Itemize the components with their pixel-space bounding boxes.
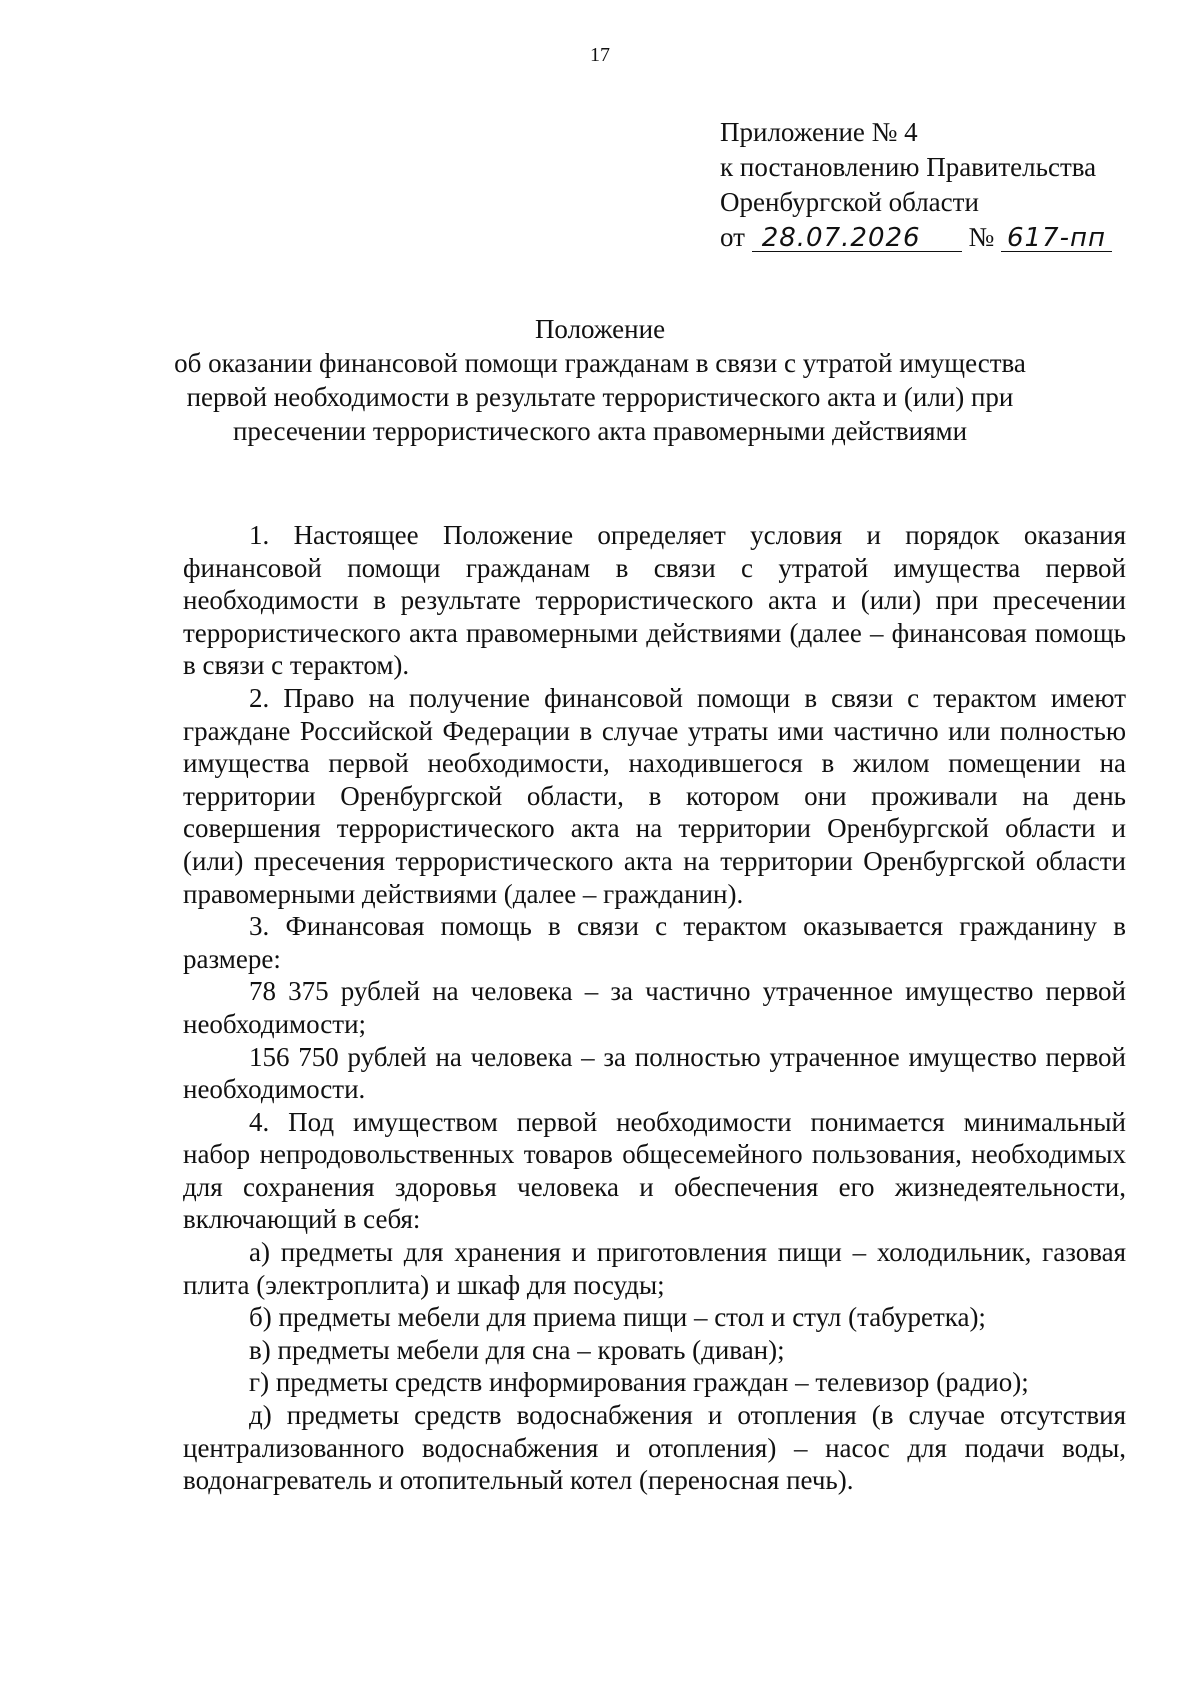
- paragraph-1: 1. Настоящее Положение определяет условия и порядок оказания финансовой помощи гражданам в связи с утратой имущества первой необходимости в результате террористического акта и (или) при пресечении террористического акта правомерными действиями (далее – финансовая помощь в связи с терактом).: [183, 520, 1126, 681]
- document-body: [183, 519, 1126, 1497]
- paragraph-4: 4. Под имуществом первой необходимости понимается минимальный набор непродовольственных товаров общесемейного пользования, необходимых для сохранения здоровья человека и обеспечения его жизнедеятельности, включающий в себя:: [183, 1106, 1126, 1235]
- page-number: 17: [590, 44, 610, 66]
- handwritten-number: 617-пп: [1001, 225, 1112, 252]
- title-line-3: пресечении террористического акта правомерными действиями: [232, 416, 968, 446]
- paragraph-2: 2. Право на получение финансовой помощи в связи с терактом имеют граждане Российской Федерации в случае утраты ими частично или полностью имущества первой необходимости, находившегося в жилом помещении на территории Оренбургской области, в котором они проживали на день совершения террористического акта на территории Оренбургской области и (или) пресечения террористического акта на территории Оренбургской области правомерными действиями (далее – гражданин).: [183, 682, 1126, 909]
- document-title: [0, 312, 1200, 448]
- number-prefix: №: [968, 222, 995, 252]
- appendix-header: [720, 115, 1112, 255]
- title-heading: Положение: [534, 314, 666, 344]
- appendix-date-number-row: [720, 220, 1112, 255]
- paragraph-4-item-v: в) предметы мебели для сна – кровать (диван);: [249, 1334, 785, 1365]
- date-prefix: от: [720, 222, 745, 252]
- appendix-region: Оренбургской области: [720, 187, 979, 217]
- paragraph-4-item-d: д) предметы средств водоснабжения и отопления (в случае отсутствия централизованного водоснабжения и отопления) – насос для подачи воды, водонагреватель и отопительный котел (переносная печь).: [183, 1400, 1126, 1496]
- paragraph-3-amount-partial: 78 375 рублей на человека – за частично утраченное имущество первой необходимости;: [183, 976, 1126, 1039]
- paragraph-4-item-b: б) предметы мебели для приема пищи – стол и стул (табуретка);: [249, 1302, 986, 1333]
- title-line-1: об оказании финансовой помощи гражданам в связи с утратой имущества: [174, 348, 1026, 378]
- handwritten-date: 28.07.2026: [752, 225, 962, 252]
- appendix-resolution: к постановлению Правительства: [720, 152, 1097, 182]
- paragraph-4-item-a: а) предметы для хранения и приготовления пищи – холодильник, газовая плита (электроплита) и шкаф для посуды;: [183, 1237, 1126, 1300]
- appendix-title: Приложение № 4: [720, 117, 918, 147]
- paragraph-3-amount-full: 156 750 рублей на человека – за полностью утраченное имущество первой необходимости.: [183, 1041, 1126, 1105]
- title-line-2: первой необходимости в результате террористического акта и (или) при: [186, 382, 1014, 412]
- paragraph-3: 3. Финансовая помощь в связи с терактом оказывается гражданину в размере:: [183, 911, 1126, 974]
- paragraph-4-item-g: г) предметы средств информирования граждан – телевизор (радио);: [249, 1367, 1029, 1398]
